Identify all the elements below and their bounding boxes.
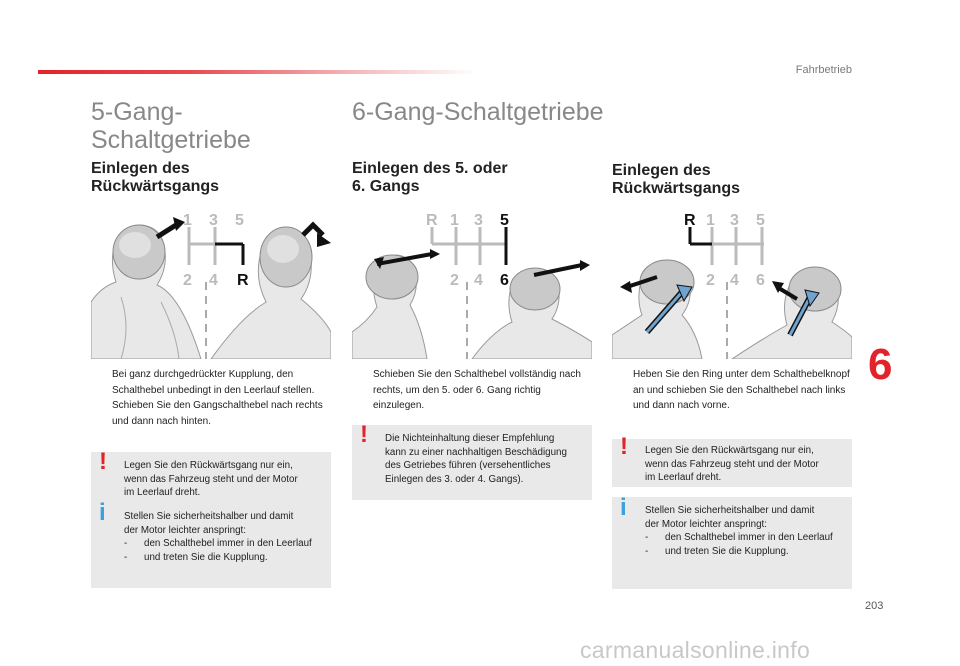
col1-info-box: i Stellen Sie sicherheitshalber und damit der Motor leichter anspringt: - den Schalthebel immer in den Leerlauf - und treten Sie die Kupplung. xyxy=(91,502,331,588)
gear-label: 5 xyxy=(235,212,244,229)
gear-label-reverse: R xyxy=(684,212,696,229)
gear-label: 4 xyxy=(474,272,483,289)
list-item: Schieben Sie den Schalthebel vollständig nach rechts, um den 5. oder 6. Gang richtig einzulegen. xyxy=(373,369,581,411)
gear-label: 2 xyxy=(450,272,459,289)
watermark: carmanualsonline.info xyxy=(580,637,811,663)
gear-label: 4 xyxy=(209,272,218,289)
col1-title-line1: 5-Gang- xyxy=(91,98,183,126)
list-item: Bei ganz durchgedrückter Kupplung, den Schalthebel unbedingt in den Leerlauf stellen. xyxy=(112,369,315,396)
gear-label: 6 xyxy=(756,272,765,289)
gear-label: 2 xyxy=(183,272,192,289)
header-accent-bar xyxy=(38,70,478,74)
col3-instructions xyxy=(612,367,852,414)
col1-subtitle xyxy=(91,160,219,196)
gear-label: 1 xyxy=(450,212,459,229)
col3-subtitle: Einlegen des Rückwärtsgangs xyxy=(612,162,741,197)
col1-instructions xyxy=(91,367,326,429)
col1-subtitle-line1: Einlegen des xyxy=(91,160,190,177)
info-icon: i xyxy=(99,499,106,526)
col2-instructions xyxy=(352,367,592,414)
six-speed-reverse-illustration xyxy=(612,207,852,359)
gear-label: 1 xyxy=(183,212,192,229)
list-item: Schieben Sie den Gangschalthebel nach rechts und dann nach hinten. xyxy=(112,400,323,427)
gear-label: 5 xyxy=(756,212,765,229)
col1-subtitle-line2: Rückwärtsgangs xyxy=(91,178,220,195)
page-number: 203 xyxy=(865,600,884,612)
list-item: Heben Sie den Ring unter dem Schalthebelknopf an und schieben Sie den Schalthebel nach links und dann nach vorne. xyxy=(633,369,850,411)
col1-title-line2: Schaltgetriebe xyxy=(91,126,251,154)
col2-subtitle: Einlegen des 5. oder 6. Gangs xyxy=(352,160,508,195)
chapter-number: 6 xyxy=(868,340,893,389)
info-icon: i xyxy=(620,494,627,521)
gear-label: 3 xyxy=(730,212,739,229)
gear-label-fifth: 5 xyxy=(500,212,509,229)
gear-label: 4 xyxy=(730,272,739,289)
section-title: Fahrbetrieb xyxy=(795,64,852,76)
col1-warning-box: ! Legen Sie den Rückwärtsgang nur ein, wenn das Fahrzeug steht und der Motor im Leerlauf dreht. xyxy=(91,452,331,505)
gear-label: 2 xyxy=(706,272,715,289)
col2-warning-box: ! Die Nichteinhaltung dieser Empfehlung kann zu einer nachhaltigen Beschädigung des Getriebes führen (versehentliches Einlegen des 3. oder 4. Gangs). xyxy=(352,425,592,500)
gear-label: 1 xyxy=(706,212,715,229)
warning-icon: ! xyxy=(99,448,107,475)
col3-warning-box: ! Legen Sie den Rückwärtsgang nur ein, wenn das Fahrzeug steht und der Motor im Leerlauf dreht. xyxy=(612,439,852,487)
warning-icon: ! xyxy=(620,433,628,460)
five-speed-reverse-illustration xyxy=(91,207,331,359)
warning-icon: ! xyxy=(360,421,368,448)
gear-label: 3 xyxy=(209,212,218,229)
col2-title: 6-Gang-Schaltgetriebe xyxy=(352,98,604,126)
gear-label-sixth: 6 xyxy=(500,272,509,289)
gear-label: R xyxy=(426,212,438,229)
six-speed-5th-6th-illustration xyxy=(352,207,592,359)
col1-title xyxy=(91,98,251,154)
col3-info-box: i Stellen Sie sicherheitshalber und damit der Motor leichter anspringt: - den Schalthebel immer in den Leerlauf - und treten Sie die Kupplung. xyxy=(612,497,852,589)
gear-label: 3 xyxy=(474,212,483,229)
gear-label-reverse: R xyxy=(237,272,249,289)
